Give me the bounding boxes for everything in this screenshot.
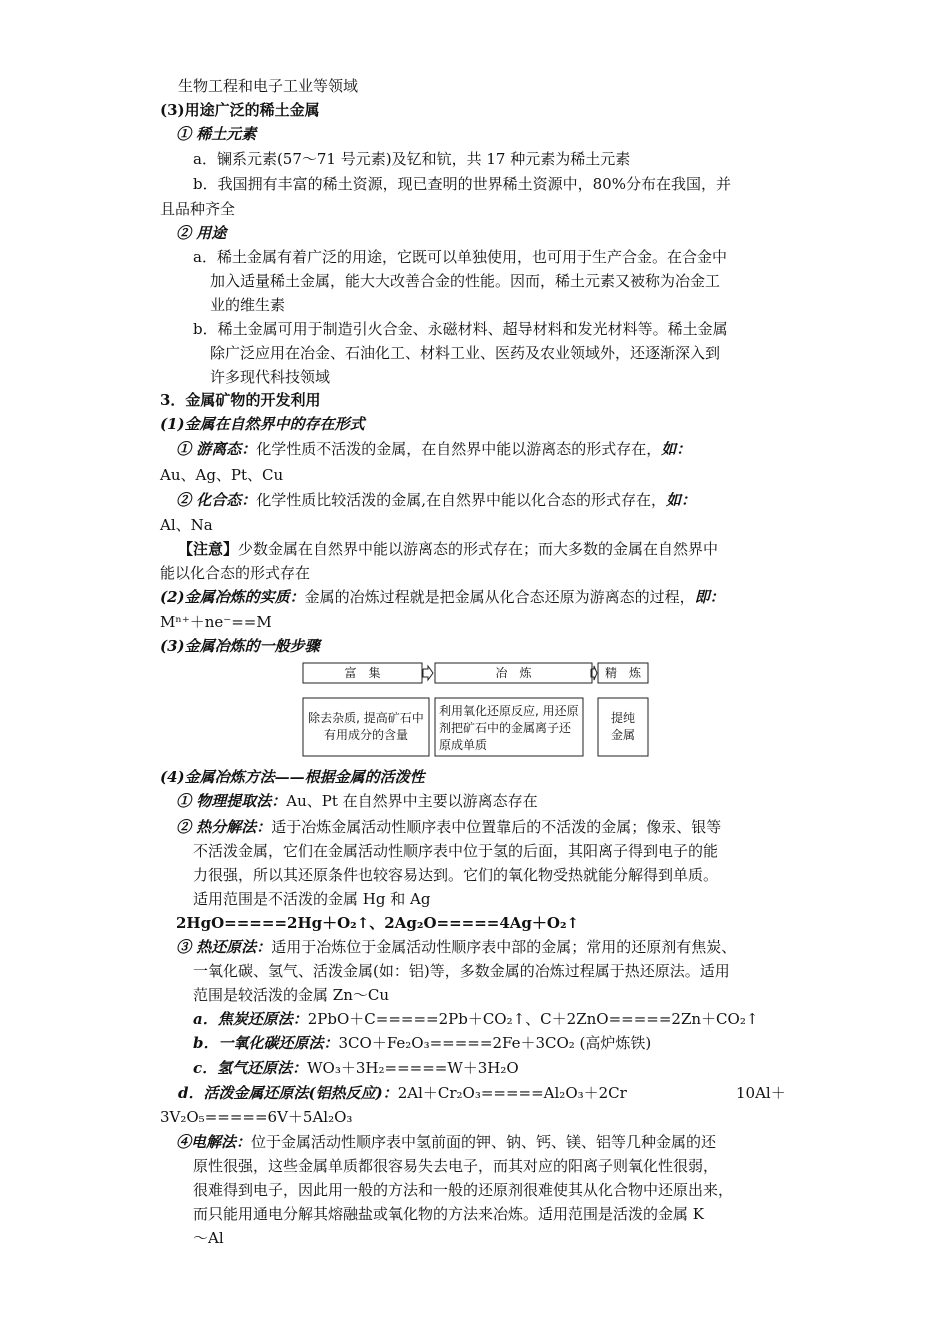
section-heading: (3)用途广泛的稀土金属 (160, 101, 320, 119)
text-line: 力很强，所以其还原条件也较容易达到。它们的氧化物受热就能分解得到单质。 (193, 866, 719, 884)
desc-smelting: 利用氧化还原反应, 用还原剂把矿石中的金属离子还原成单质 (439, 704, 579, 752)
text-line (176, 816, 721, 838)
text-line (193, 1032, 651, 1054)
desc-enrichment: 除去杂质, 提高矿石中有用成分的含量 (308, 711, 424, 742)
step-smelting: 冶 炼 (495, 666, 532, 680)
term: 如： (661, 440, 692, 458)
term: d．活泼金属还原法(铝热反应)： (178, 1084, 398, 1102)
text-line: 且品种齐全 (160, 200, 236, 218)
formula: 2HgO=====2Hg＋O₂↑、2Ag₂O=====4Ag＋O₂↑ (176, 914, 580, 932)
text-line: b．我国拥有丰富的稀土资源，现已查明的世界稀土资源中，80%分布在我国，并 (193, 175, 731, 193)
text-line: 除广泛应用在冶金、石油化工、材料工业、医药及农业领域外，还逐渐深入到 (210, 344, 721, 362)
text-line (160, 586, 725, 608)
term: b．一氧化碳还原法： (193, 1034, 339, 1052)
text-line (176, 1131, 716, 1153)
formula: 3CO＋Fe₂O₃=====2Fe＋3CO₂ (高炉炼铁) (338, 1034, 652, 1052)
text-line: b．稀土金属可用于制造引火合金、永磁材料、超导材料和发光材料等。稀土金属 (193, 320, 728, 338)
term: ② 化合态： (176, 491, 257, 509)
text-line: ～Al (193, 1229, 224, 1247)
smelting-steps-flowchart (302, 662, 652, 762)
text-line (178, 1082, 627, 1104)
desc-refining: 提纯金属 (610, 711, 635, 742)
text-line: 适用范围是不活泼的金属 Hg 和 Ag (193, 890, 431, 908)
section-heading: 3．金属矿物的开发利用 (160, 391, 321, 409)
text-span: 位于金属活动性顺序表中氢前面的钾、钠、钙、镁、铝等几种金属的还 (251, 1133, 717, 1151)
term: ① 游离态： (176, 440, 257, 458)
text-span: 化学性质比较活泼的金属,在自然界中能以化合态的形式存在， (256, 491, 667, 509)
subheading: (1)金属在自然界中的存在形式 (160, 415, 365, 433)
subheading: (4)金属冶炼方法——根据金属的活泼性 (160, 768, 425, 786)
text-line: 不活泼金属，它们在金属活动性顺序表中位于氢的后面，其阳离子得到电子的能 (193, 842, 719, 860)
text-line: Al、Na (160, 516, 213, 534)
text-span: Au、Pt 在自然界中主要以游离态存在 (286, 792, 538, 810)
text-line: Au、Ag、Pt、Cu (160, 466, 284, 484)
formula: Mⁿ⁺＋ne⁻==M (160, 613, 272, 631)
formula: WO₃＋3H₂=====W＋3H₂O (307, 1059, 519, 1077)
term: 即： (694, 588, 725, 606)
term: a．焦炭还原法： (193, 1010, 308, 1028)
text-line (178, 538, 718, 560)
text-line (176, 438, 691, 460)
text-line: 原性很强，这些金属单质都很容易失去电子，而其对应的阳离子则氧化性很弱， (193, 1157, 719, 1175)
text-line: 业的维生素 (210, 296, 286, 314)
text-line (193, 1057, 519, 1079)
text-line: 范围是较活泼的金属 Zn～Cu (193, 986, 389, 1004)
text-line: 而只能用通电分解其熔融盐或氧化物的方法来冶炼。适用范围是活泼的金属 K (193, 1205, 704, 1223)
subheading: ② 用途 (176, 224, 227, 242)
note-label: 【注意】 (178, 540, 239, 558)
formula: 10Al＋ (736, 1084, 786, 1102)
text-span: 适于冶炼金属活动性顺序表中位置靠后的不活泼的金属；像汞、银等 (271, 818, 722, 836)
term: ④电解法： (176, 1133, 252, 1151)
term: 如： (666, 491, 697, 509)
term: ① 物理提取法： (176, 792, 287, 810)
formula: 3V₂O₅=====6V＋5Al₂O₃ (160, 1108, 353, 1126)
text-line: 加入适量稀土金属，能大大改善合金的性能。因而，稀土元素又被称为冶金工 (210, 272, 721, 290)
text-line (176, 936, 736, 958)
text-line: 生物工程和电子工业等领域 (178, 77, 359, 95)
subheading: ① 稀土元素 (176, 125, 257, 143)
text-span: 金属的冶炼过程就是把金属从化合态还原为游离态的过程， (304, 588, 695, 606)
text-span: 少数金属在自然界中能以游离态的形式存在；而大多数的金属在自然界中 (238, 540, 719, 558)
text-line (193, 1008, 758, 1030)
text-line: a．稀土金属有着广泛的用途，它既可以单独使用，也可用于生产合金。在合金中 (193, 248, 727, 266)
text-line: 很难得到电子，因此用一般的方法和一般的还原剂很难使其从化合物中还原出来， (193, 1181, 734, 1199)
step-refining: 精 炼 (604, 666, 641, 680)
text-span: 适用于冶炼位于金属活动性顺序表中部的金属；常用的还原剂有焦炭、 (271, 938, 737, 956)
text-line: 能以化合态的形式存在 (160, 564, 311, 582)
step-enrichment: 富 集 (344, 666, 381, 680)
subheading: (3)金属冶炼的一般步骤 (160, 637, 320, 655)
text-line: a．镧系元素(57～71 号元素)及钇和钪，共 17 种元素为稀土元素 (193, 150, 631, 168)
text-line (176, 489, 696, 511)
term: c．氢气还原法： (193, 1059, 308, 1077)
term: (2)金属冶炼的实质： (160, 588, 305, 606)
text-line: 许多现代科技领域 (210, 368, 331, 386)
formula: 2Al＋Cr₂O₃=====Al₂O₃＋2Cr (397, 1084, 627, 1102)
term: ② 热分解法： (176, 818, 272, 836)
text-line (176, 790, 538, 812)
formula: 2PbO＋C=====2Pb＋CO₂↑、C＋2ZnO=====2Zn＋CO₂↑ (307, 1010, 759, 1028)
text-span: 化学性质不活泼的金属，在自然界中能以游离态的形式存在， (256, 440, 662, 458)
term: ③ 热还原法： (176, 938, 272, 956)
text-line: 一氧化碳、氢气、活泼金属(如：铝)等，多数金属的冶炼过程属于热还原法。适用 (193, 962, 730, 980)
